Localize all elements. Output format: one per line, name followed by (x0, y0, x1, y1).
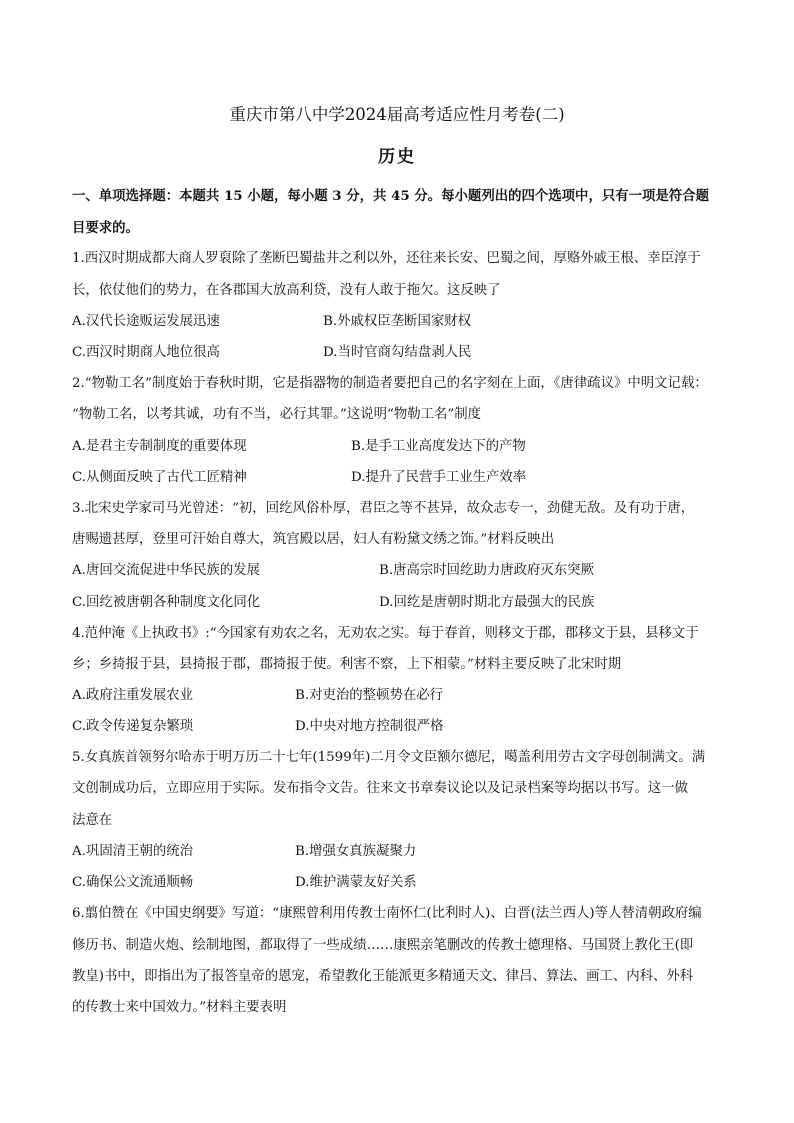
question-6-stem-line-4: 的传教士来中国效力。”材料主要表明 (72, 1000, 287, 1015)
question-5-stem-line-1: 5.女真族首领努尔哈赤于明万历二十七年(1599年)二月令文臣额尔德尼，噶盖利用劳古文字母创制满文。满 (72, 750, 706, 765)
question-5-stem-line-2: 文创制成功后，立即应用于实际。发布指令文告。往来文书章奏议论以及记录档案等均据以书写。这一做 (72, 781, 688, 796)
question-4-stem-line-1: 4.范仲淹《上执政书》:“今国家有劝农之名，无劝农之实。每于春首，则移文于郡，郡移文于县，县移文于 (72, 626, 699, 641)
question-2-option-b[interactable]: B.是手工业高度发达下的产物 (351, 439, 526, 454)
question-5-option-c[interactable]: C.确保公文流通顺畅 (72, 875, 194, 890)
question-2-stem-line-2: “物勒工名，以考其诚，功有不当，必行其罪。”这说明“物勒工名”制度 (72, 407, 482, 422)
question-6-stem-line-3: 教皇)书中，即指出为了报答皇帝的恩宠，希望教化王能派更多精通天文、律吕、算法、画工、内科、外科 (72, 969, 694, 984)
question-1-option-a[interactable]: A.汉代长途贩运发展迅速 (72, 314, 220, 329)
question-2-stem-line-1: 2.“物勒工名”制度始于春秋时期，它是指器物的制造者要把自己的名字刻在上面，《唐律疏议》中明文记载： (72, 376, 708, 391)
question-4-option-d[interactable]: D.中央对地方控制很严格 (295, 719, 444, 734)
question-6-stem-line-2: 修历书、制造火炮、绘制地图，都取得了一些成绩……康熙亲笔删改的传教士德理格、马国贤上教化王(即 (72, 938, 694, 953)
exam-title: 重庆市第八中学2024届高考适应性月考卷(二) (229, 105, 565, 124)
question-2-option-c[interactable]: C.从侧面反映了古代工匠精神 (72, 470, 247, 485)
question-4-stem-line-2: 乡；乡掎报于县，县掎报于郡，郡掎报于使。利害不察，上下相蒙。”材料主要反映了北宋时期 (72, 657, 622, 672)
question-4-option-b[interactable]: B.对吏治的整顿势在必行 (295, 688, 444, 703)
question-3-stem-line-1: 3.北宋史学家司马光曾述：“初，回纥风俗朴厚，君臣之等不甚异，故众志专一，劲健无敌。及有功于唐， (72, 501, 695, 516)
section-header-line-1: 一、单项选择题：本题共 15 小题，每小题 3 分，共 45 分。每小题列出的四个选项中，只有一项是符合题 (72, 188, 709, 204)
question-4-option-a[interactable]: A.政府注重发展农业 (72, 688, 194, 703)
question-5-option-a[interactable]: A.巩固清王朝的统治 (72, 844, 194, 859)
question-3-option-d[interactable]: D.回纥是唐朝时期北方最强大的民族 (379, 595, 595, 610)
question-5-option-d[interactable]: D.维护满蒙友好关系 (295, 875, 417, 890)
question-3-option-c[interactable]: C.回纥被唐朝各种制度文化同化 (72, 595, 261, 610)
question-5-stem-line-3: 法意在 (72, 813, 113, 828)
question-1-option-d[interactable]: D.当时官商勾结盘剥人民 (323, 345, 472, 360)
subject-heading: 历史 (378, 147, 416, 167)
question-1-stem-line-2: 长，依仗他们的势力，在各郡国大放高利贷，没有人敢于拖欠。这反映了 (72, 283, 501, 298)
question-2-option-a[interactable]: A.是君主专制制度的重要体现 (72, 439, 247, 454)
question-5-option-b[interactable]: B.增强女真族凝聚力 (295, 844, 417, 859)
question-1-option-c[interactable]: C.西汉时期商人地位很高 (72, 345, 220, 360)
question-4-option-c[interactable]: C.政令传递复杂繁琐 (72, 719, 194, 734)
section-header-line-2: 目要求的。 (72, 220, 139, 236)
question-2-option-d[interactable]: D.提升了民营手工业生产效率 (351, 470, 527, 485)
question-3-option-b[interactable]: B.唐高宗时回纥助力唐政府灭东突厥 (379, 563, 594, 578)
question-1-option-b[interactable]: B.外戚权臣垄断国家财权 (323, 314, 472, 329)
question-1-stem-line-1: 1.西汉时期成都大商人罗裒除了垄断巴蜀盐井之利以外，还往来长安、巴蜀之间，厚赂外戚王根、幸臣淳于 (72, 251, 701, 266)
question-3-option-a[interactable]: A.唐回交流促进中华民族的发展 (72, 563, 261, 578)
question-3-stem-line-2: 唐赐遗甚厚，登里可汗始自尊大，筑宫殿以居，妇人有粉黛文绣之饰。”材料反映出 (72, 532, 555, 547)
question-6-stem-line-1: 6.翦伯赞在《中国史纲要》写道：“康熙曾利用传教士南怀仁(比利时人)、白晋(法兰西人)等人替清朝政府编 (72, 906, 702, 921)
